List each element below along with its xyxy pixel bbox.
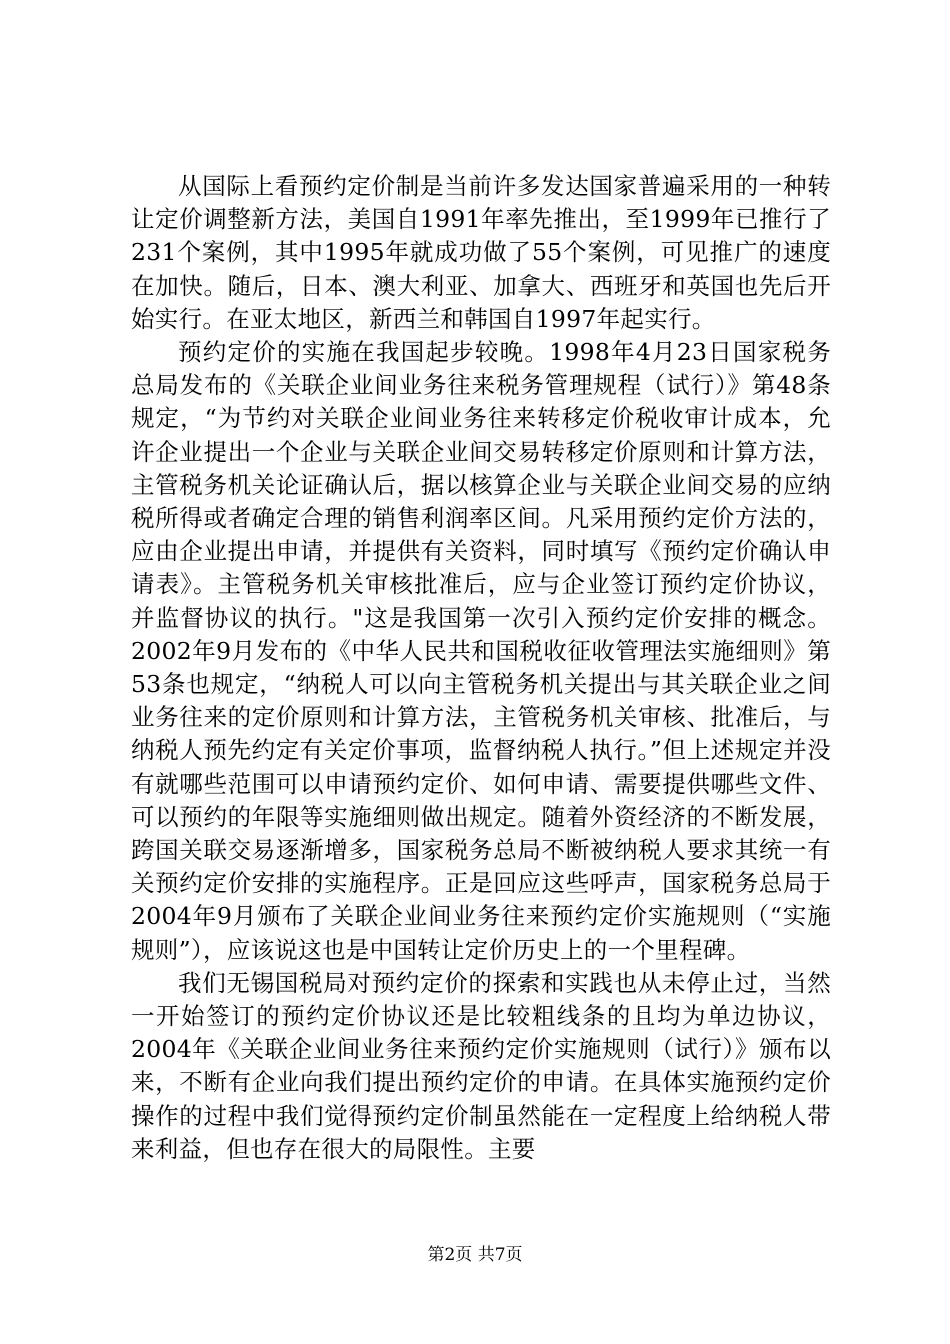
document-body bbox=[131, 170, 831, 1166]
paragraph-1: 从国际上看预约定价制是当前许多发达国家普遍采用的一种转让定价调整新方法，美国自1991年率先推出，至1999年已推行了231个案例，其中1995年就成功做了55个案例，可见推广的速度在加快。随后，日本、澳大利亚、加拿大、西班牙和英国也先后开始实行。在亚太地区，新西兰和韩国自1997年起实行。 bbox=[131, 172, 831, 333]
paragraph-3: 我们无锡国税局对预约定价的探索和实践也从未停止过，当然一开始签订的预约定价协议还是比较粗线条的且均为单边协议，2004年《关联企业间业务往来预约定价实施规则（试行）》颁布以来，不断有企业向我们提出预约定价的申请。在具体实施预约定价操作的过程中我们觉得预约定价制虽然能在一定程度上给纳税人带来利益，但也存在很大的局限性。主要 bbox=[131, 968, 831, 1163]
paragraph-2: 预约定价的实施在我国起步较晚。1998年4月23日国家税务总局发布的《关联企业间业务往来税务管理规程（试行）》第48条规定，“为节约对关联企业间业务往来转移定价税收审计成本，允许企业提出一个企业与关联企业间交易转移定价原则和计算方法，主管税务机关论证确认后，据以核算企业与关联企业间交易的应纳税所得或者确定合理的销售利润率区间。凡采用预约定价方法的，应由企业提出申请，并提供有关资料，同时填写《预约定价确认申请表》。主管税务机关审核批准后，应与企业签订预约定价协议，并监督协议的执行。"这是我国第一次引入预约定价安排的概念。2002年9月发布的《中华人民共和国税收征收管理法实施细则》第53条也规定，“纳税人可以向主管税务机关提出与其关联企业之间业务往来的定价原则和计算方法，主管税务机关审核、批准后，与纳税人预先约定有关定价事项，监督纳税人执行。”但上述规定并没有就哪些范围可以申请预约定价、如何申请、需要提供哪些文件、可以预约的年限等实施细则做出规定。随着外资经济的不断发展，跨国关联交易逐渐增多，国家税务总局不断被纳税人要求其统一有关预约定价安排的实施程序。正是回应这些呼声，国家税务总局于2004年9月颁布了关联企业间业务往来预约定价实施规则（“实施规则”），应该说这也是中国转让定价历史上的一个里程碑。 bbox=[131, 338, 831, 964]
page-number: 第2页 共7页 bbox=[427, 1245, 523, 1265]
